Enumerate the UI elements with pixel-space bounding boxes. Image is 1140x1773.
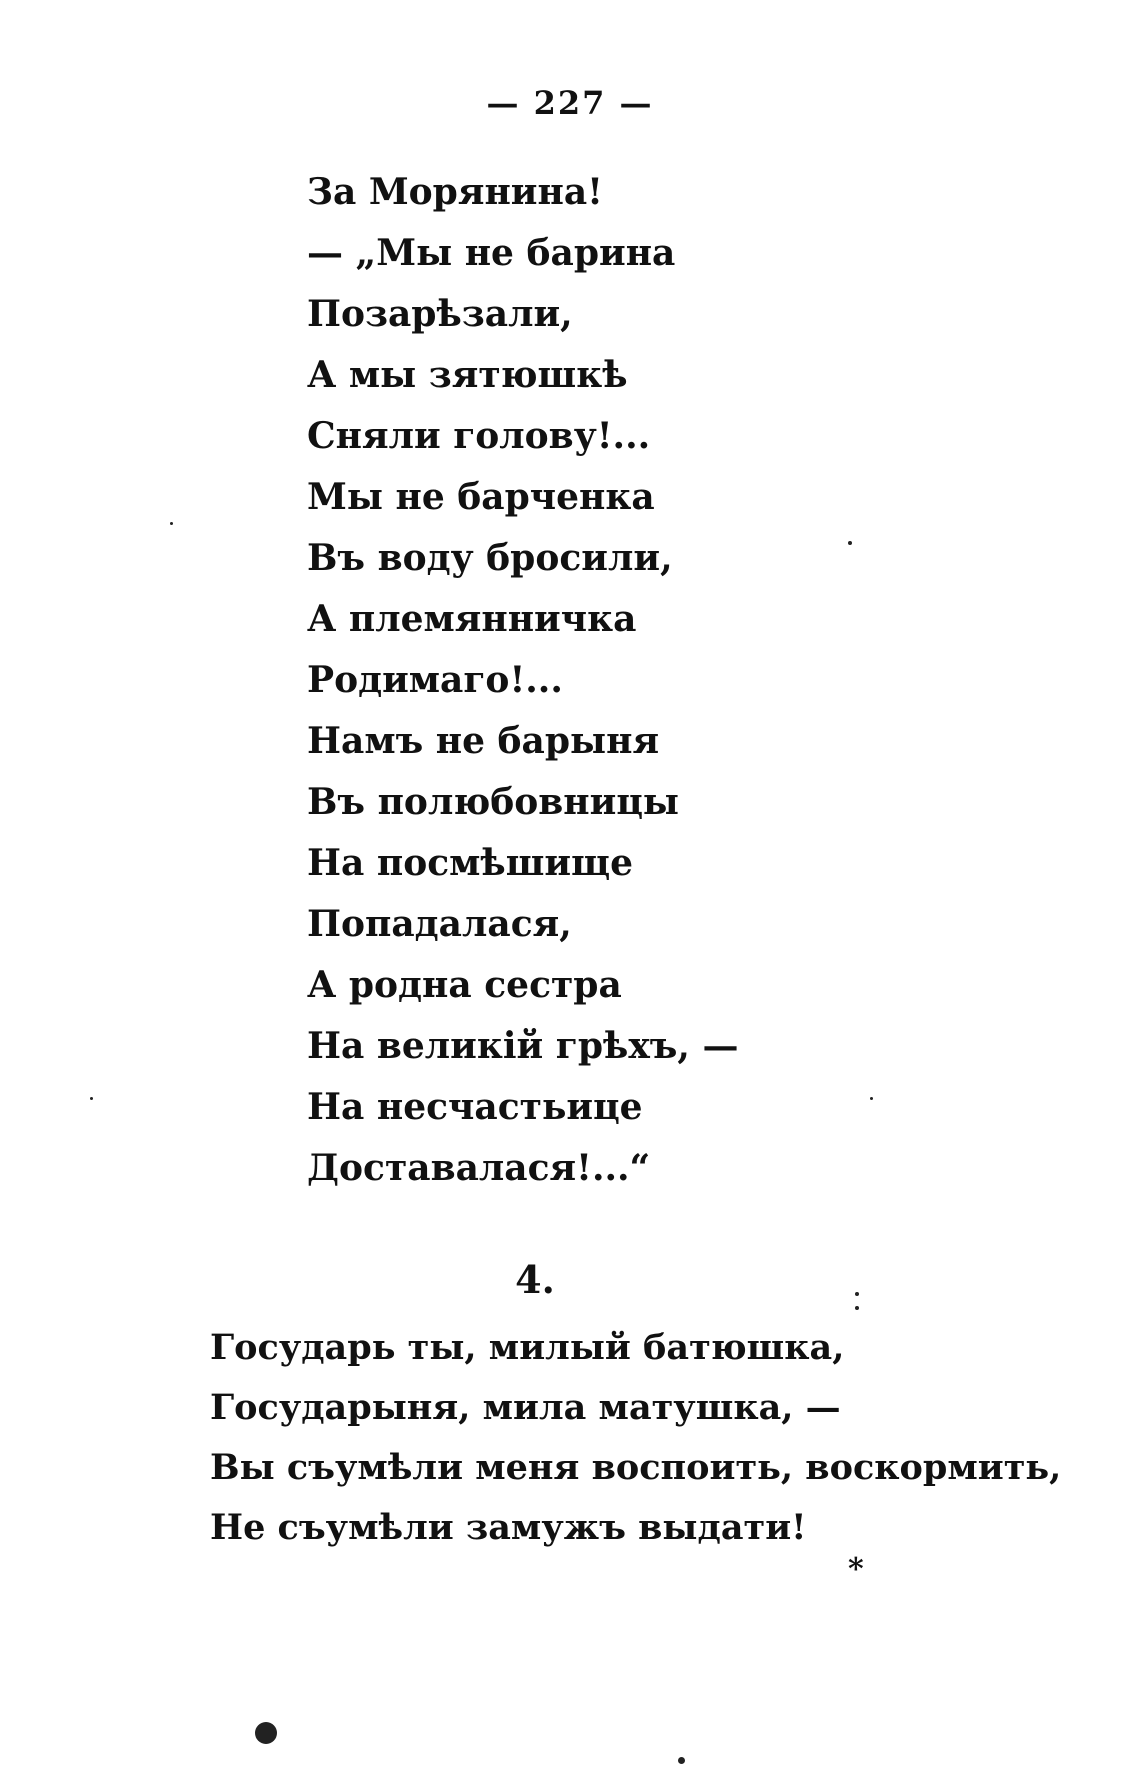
- verse-line: Родимаго!...: [307, 659, 563, 701]
- scan-speck: [90, 1097, 93, 1100]
- scan-speck: [255, 1722, 277, 1744]
- verse-line: Позарѣзали,: [307, 293, 573, 335]
- verse-line: Намъ не барыня: [307, 720, 660, 762]
- asterisk-mark: *: [848, 1552, 864, 1587]
- section-verse: [210, 1318, 1061, 1558]
- verse-line: На великій грѣхъ, —: [307, 1025, 739, 1067]
- verse-line: Не съумѣли замужъ выдати!: [210, 1507, 807, 1548]
- verse-line: На посмѣшище: [307, 842, 633, 884]
- verse-line: Государь ты, милый батюшка,: [210, 1327, 845, 1368]
- verse-line: Вы съумѣли меня воспоить, воскормить,: [210, 1447, 1062, 1488]
- verse-line: Въ воду бросили,: [307, 537, 673, 579]
- section-number: 4.: [515, 1257, 555, 1302]
- verse-line: Доставалася!...“: [307, 1147, 651, 1189]
- scan-speck: [848, 541, 852, 545]
- verse-line: А мы зятюшкѣ: [307, 354, 628, 396]
- verse-line: Попадалася,: [307, 903, 572, 945]
- poem-verse: [307, 162, 738, 1199]
- scan-speck: [855, 1306, 859, 1310]
- verse-line: А племянничка: [307, 598, 637, 640]
- verse-line: За Морянина!: [307, 171, 603, 213]
- scan-speck: [870, 1097, 873, 1100]
- verse-line: А родна сестра: [307, 964, 622, 1006]
- verse-line: Мы не барченка: [307, 476, 655, 518]
- scan-speck: [855, 1292, 859, 1296]
- page-number: — 227 —: [486, 84, 654, 122]
- scan-speck: [170, 522, 173, 525]
- verse-line: На несчастьице: [307, 1086, 643, 1128]
- verse-line: Государыня, мила матушка, —: [210, 1387, 841, 1428]
- verse-line: Въ полюбовницы: [307, 781, 680, 823]
- scan-speck: [678, 1757, 685, 1764]
- verse-line: Сняли голову!...: [307, 415, 651, 457]
- verse-line: — „Мы не барина: [307, 232, 676, 274]
